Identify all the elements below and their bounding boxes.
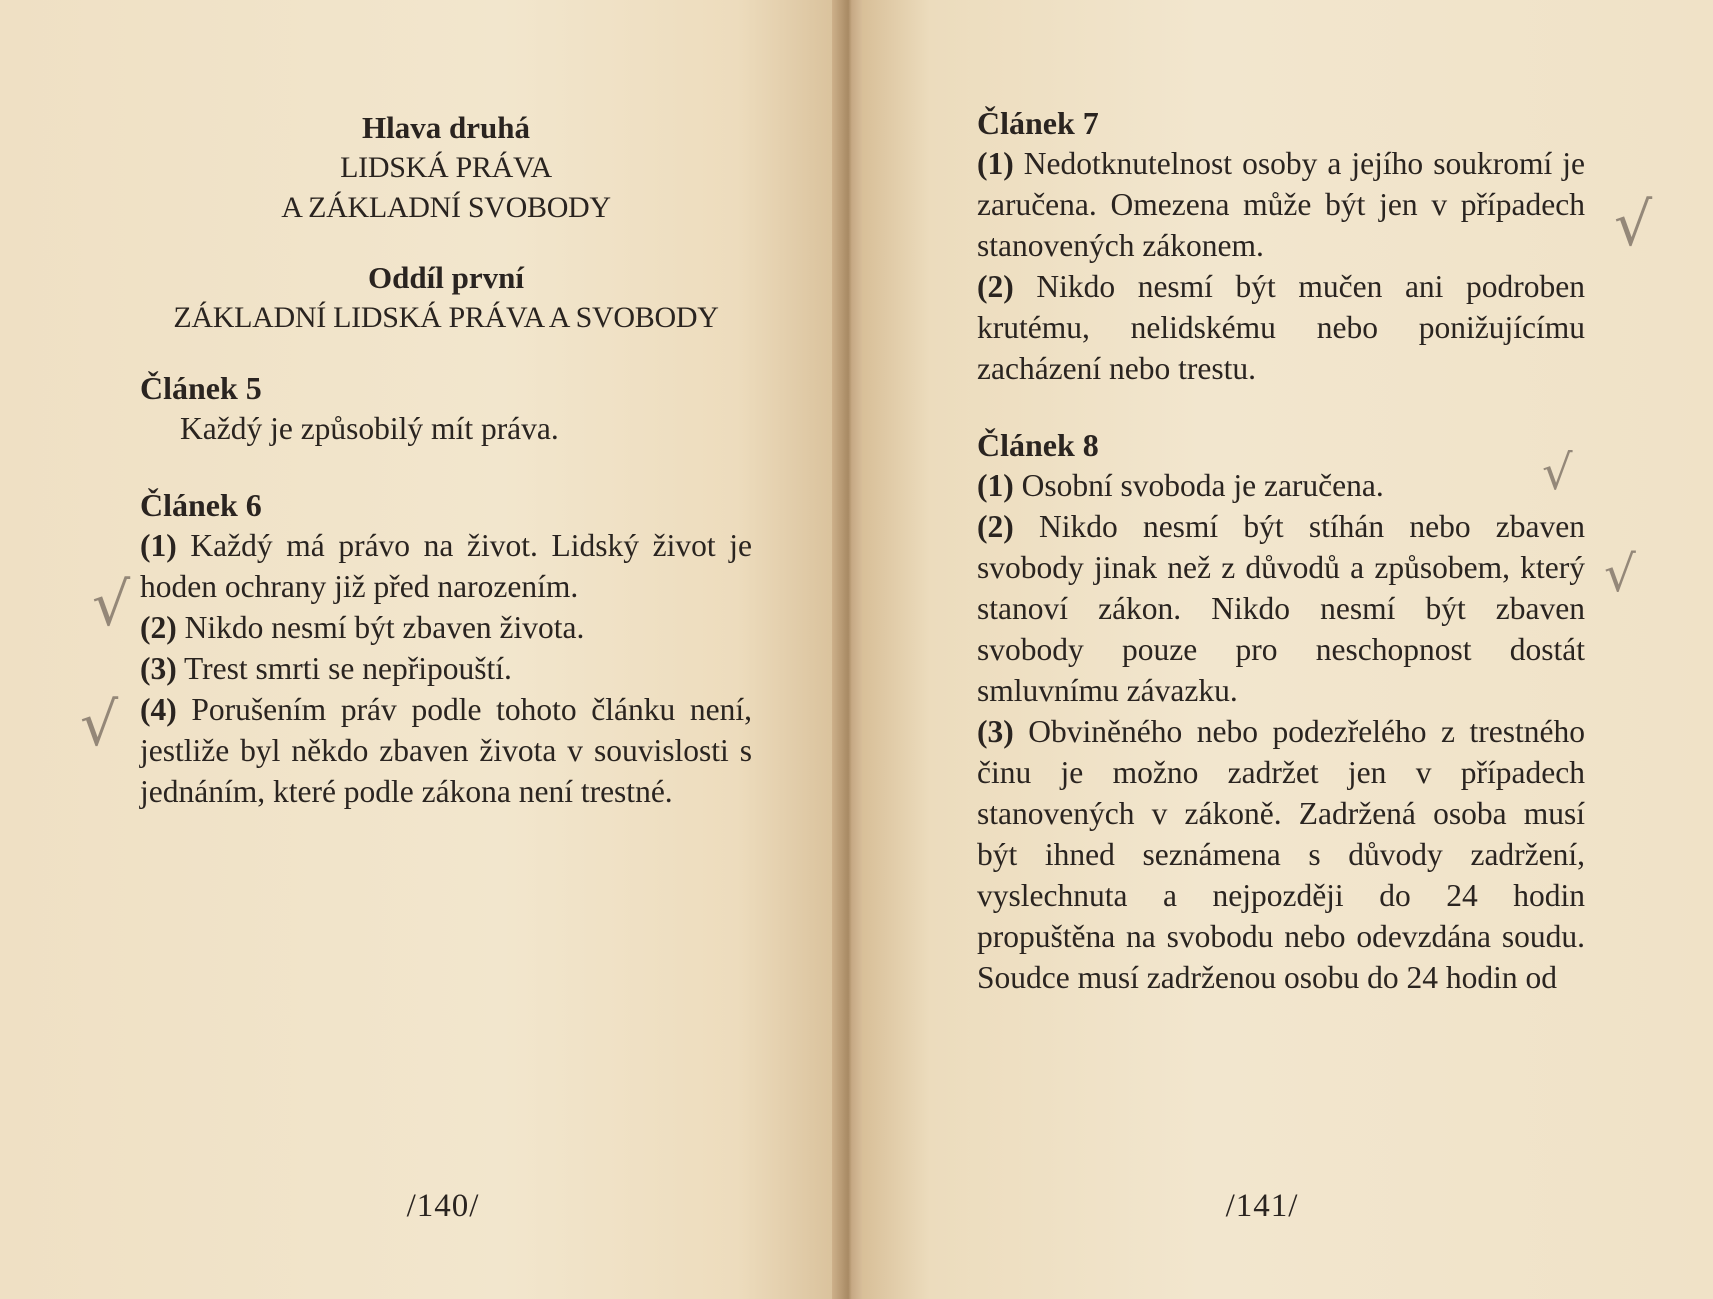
paragraph-text: Obviněného nebo podezřelého z trestného činu je možno zadržet jen v případech stanovených v zákoně. Zadržená osoba musí být ihned seznámena s důvody zadržení, vyslechnuta a nejpozději do 24 hodin propuštěna na svobodu nebo odevzdána soudu. Soudce musí zadrženou osobu do 24 hodin od — [977, 714, 1585, 995]
paragraph-number: (3) — [977, 714, 1014, 749]
article-7-paragraph-1 — [977, 143, 1585, 266]
paragraph-number: (2) — [977, 509, 1014, 544]
article-8-paragraph-1 — [977, 465, 1585, 506]
paragraph-text: Každý má právo na život. Lidský život je hoden ochrany již před narozením. — [140, 528, 753, 604]
paragraph-number: (1) — [977, 146, 1014, 181]
article-8-paragraph-3 — [977, 711, 1585, 998]
paragraph-number: (1) — [977, 468, 1014, 503]
paragraph-number: (3) — [140, 651, 177, 686]
paragraph-number: (1) — [140, 528, 177, 563]
paragraph-number: (2) — [140, 610, 177, 645]
paragraph-text: Nikdo nesmí být zbaven života. — [184, 610, 585, 645]
article-8-paragraph-2 — [977, 506, 1585, 711]
article-6-paragraph-4 — [140, 689, 752, 812]
left-page — [0, 0, 838, 1299]
paragraph-text: Porušením práv podle tohoto článku není, jestliže byl někdo zbaven života v souvislosti s jednáním, které podle zákona není trestné. — [140, 692, 753, 809]
paragraph-text: Osobní svoboda je zaručena. — [1021, 468, 1384, 503]
right-page-text — [977, 103, 1585, 998]
article-7-paragraph-2 — [977, 266, 1585, 389]
right-page — [862, 0, 1713, 1299]
pencil-checkmark: √ — [1614, 190, 1653, 260]
pencil-checkmark: √ — [92, 570, 131, 640]
article-6-paragraph-3 — [140, 648, 752, 689]
pencil-checkmark: √ — [1542, 445, 1573, 501]
section-title: Oddíl první — [368, 260, 524, 295]
article-7-heading: Článek 7 — [977, 105, 1099, 141]
chapter-subtitle-line1: LIDSKÁ PRÁVA — [340, 151, 552, 184]
left-page-text — [140, 108, 752, 812]
page-number-right: /141/ — [1225, 1188, 1299, 1224]
chapter-subtitle-line2: A ZÁKLADNÍ SVOBODY — [281, 191, 611, 224]
section-subtitle: ZÁKLADNÍ LIDSKÁ PRÁVA A SVOBODY — [173, 301, 719, 334]
paragraph-number: (4) — [140, 692, 177, 727]
pencil-checkmark: √ — [1604, 545, 1636, 603]
article-6-paragraph-2 — [140, 607, 752, 648]
paragraph-text: Nikdo nesmí být mučen ani podroben krutému, nelidskému nebo ponižujícímu zacházení nebo trestu. — [977, 269, 1586, 386]
paragraph-text: Nikdo nesmí být stíhán nebo zbaven svobody jinak než z důvodů a způsobem, který stanoví zákon. Nikdo nesmí být zbaven svobody pouze pro neschopnost dostát smluvnímu závazku. — [977, 509, 1586, 708]
page-number-left: /140/ — [406, 1188, 480, 1224]
paragraph-number: (2) — [977, 269, 1014, 304]
paragraph-text: Nedotknutelnost osoby a jejího soukromí je zaručena. Omezena může být jen v případech stanovených zákonem. — [977, 146, 1586, 263]
article-5-text: Každý je způsobilý mít práva. — [180, 411, 559, 446]
article-6-heading: Článek 6 — [140, 487, 262, 523]
paragraph-text: Trest smrti se nepřipouští. — [184, 651, 512, 686]
article-5-heading: Článek 5 — [140, 370, 262, 406]
article-8-heading: Článek 8 — [977, 427, 1099, 463]
article-6-paragraph-1 — [140, 525, 752, 607]
pencil-checkmark: √ — [80, 690, 119, 760]
chapter-title: Hlava druhá — [362, 110, 530, 145]
